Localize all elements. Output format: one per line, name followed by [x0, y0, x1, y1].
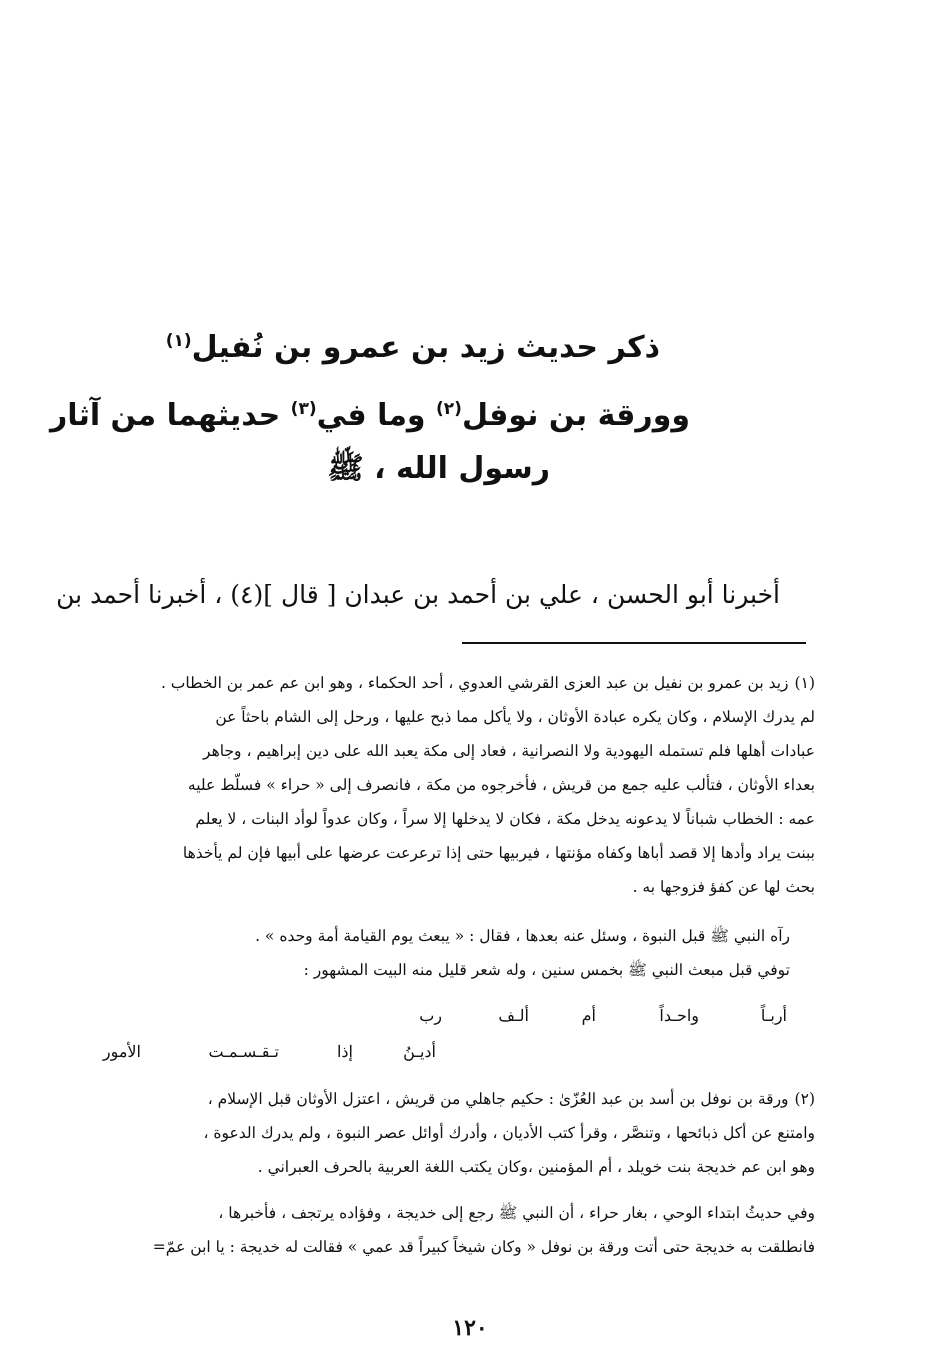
verse-word: رب: [419, 1006, 442, 1025]
chapter-title-line-2: [50, 398, 690, 433]
footnote-line: عبادات أهلها فلم تستمله اليهودية ولا النصرانية ، فعاد إلى مكة يعبد الله على دين إبراهيم ، وجاهر: [203, 742, 815, 760]
page-number: ١٢٠: [452, 1315, 488, 1341]
footnote-line: عمه : الخطاب شباناً لا يدعونه يدخل مكة ، فكان لا يدخلها إلا سراً ، وكان عدواً لوأد البنات ، لا يعلم: [195, 810, 815, 828]
footnote-text: زيد بن عمرو بن نفيل بن عبد العزى القرشي العدوي ، أحد الحكماء ، وهو ابن عم عمر بن الخطاب .: [160, 674, 789, 692]
footnote-line: وامتنع عن أكل ذبائحها ، وتنصَّر ، وقرأ كتب الأديان ، وأدرك أوائل عصر النبوة ، ولم يدرك الدعوة ،: [203, 1124, 815, 1142]
title-text: وما في: [316, 398, 436, 433]
chapter-title-line-1: [165, 330, 660, 365]
title-text: وورقة بن نوفل: [461, 398, 690, 433]
footnote-note-1: رآه النبي ﷺ قبل النبوة ، وسئل عنه بعدها ، فقال : « يبعث يوم القيامة أمة وحده » .: [255, 927, 790, 945]
footnote-line: فانطلقت به خديجة حتى أتت ورقة بن نوفل « وكان شيخاً كبيراً قد عمي » فقالت له خديجة : يا ابن عمّ=: [152, 1238, 815, 1256]
footnote-continuation: [95, 1196, 815, 1264]
verse-word: أم: [581, 1006, 596, 1025]
verse-word: إذا: [336, 1042, 353, 1061]
footnote-ref-2: (٢): [436, 399, 462, 419]
footnote-ref-1: (١): [165, 331, 192, 351]
footnote-line: وفي حديثُ ابتداء الوحي ، بغار حراء ، أن النبي ﷺ رجع إلى خديجة ، وفؤاده يرتجف ، فأخبرها ،: [218, 1204, 815, 1222]
footnote-ref-3: (٣): [290, 399, 317, 419]
chapter-title-line-3: رسول الله ، ﷺ: [327, 451, 550, 486]
footnote-separator: [462, 642, 806, 644]
verse-word: أديـنُ: [403, 1042, 436, 1061]
footnote-line: [95, 1082, 815, 1116]
footnote-note-2: توفي قبل مبعث النبي ﷺ بخمس سنين ، وله شعر قليل منه البيت المشهور :: [303, 961, 790, 979]
footnote-line: بعداء الأوثان ، فتألب عليه جمع من قريش ، فأخرجوه من مكة ، فانصرف إلى « حراء » فسلّط عليه: [187, 776, 815, 794]
body-text-line: أخبرنا أبو الحسن ، علي بن أحمد بن عبدان [ قال ](٤) ، أخبرنا أحمد بن: [56, 580, 780, 609]
verse-word: أربـاً: [760, 1006, 787, 1025]
footnote-line: لم يدرك الإسلام ، وكان يكره عبادة الأوثان ، ولا يأكل مما ذبح عليها ، ورحل إلى الشام باحثاً عن: [215, 708, 815, 726]
title-text: ذكر حديث زيد بن عمرو بن نُفيل: [191, 330, 660, 365]
footnote-number: (٢): [794, 1090, 815, 1108]
verse-word: ألـف: [498, 1006, 529, 1025]
verse-word: الأمور: [102, 1042, 141, 1061]
footnote-line: [95, 666, 815, 700]
verse-word: واحـداً: [659, 1006, 699, 1025]
footnote-line: وهو ابن عم خديجة بنت خويلد ، أم المؤمنين ،وكان يكتب اللغة العربية بالحرف العبراني .: [257, 1158, 815, 1176]
footnote-2: [95, 1082, 815, 1184]
footnote-number: (١): [794, 674, 815, 692]
verse-word: تـقـسـمـت: [208, 1042, 279, 1061]
title-text: حديثهما من آثار: [50, 398, 291, 433]
footnote-line: ببنت يراد وأدها إلا قصد أباها وكفاه مؤنتها ، فيربيها حتى إذا ترعرعت عرضها على أبيها فإن لم يأخذها: [182, 844, 815, 862]
footnote-1: [95, 666, 815, 904]
footnote-line: بحث لها عن كفؤ فزوجها به .: [632, 878, 815, 896]
footnote-text: ورقة بن نوفل بن أسد بن عبد العُزّىٰ : حكيم جاهلي من قريش ، اعتزل الأوثان قبل الإسلام ،: [207, 1090, 789, 1108]
